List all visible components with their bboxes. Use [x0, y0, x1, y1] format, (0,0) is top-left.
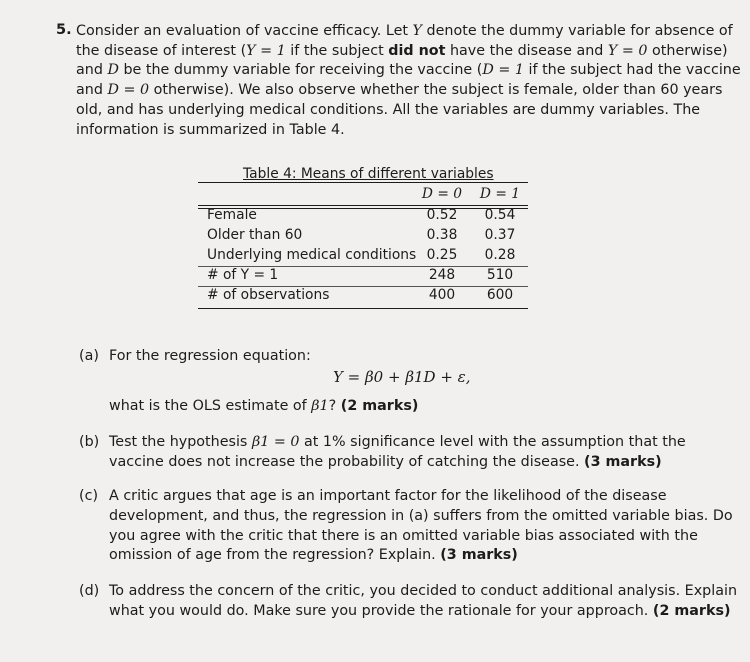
exam-page: 5. Consider an evaluation of vaccine efficacy. Let Y denote the dummy variable for absence of the disease of interest (Y = 1 if the subject did not have the disease and Y = 0 otherwise) and D be the dummy variable for receiving the vaccine (D = 1 if the subject had the vaccine and D = 0 otherwise). We also observe whether the subject is female, older than 60 years old, and has underlying medical conditions. All the variables are dummy variables. The information is summarized in Table 4. Table 4: Means of different variables D = 0 D = 1 Female 0.52 0.54 Older than 60 0.38 0.37 Underlying medical conditions 0.25 0.28 # of Y = 1 248 510 # of observations 400 600 (a) For the regression equation: Y = β0 + β1D + ε, what is the OLS estimate of β1? (2 marks) (b) Test the hypothesis β1 = 0 at 1% significance level with the assumption that the vaccine does not increase the probability of catching the disease. (3 marks) (c) A critic argues that age is an important factor for the likelihood of the disease development, and thus, the regression in (a) suffers from the omitted variable bias. Do you agree with the critic that there is an omitted variable bias associated with the omission of age from the regression? Explain. (3 marks) (d) To address the concern of the critic, you decided to conduct additional analysis. Explain what you would do. Make sure you provide the rationale for your approach. (2 marks) [56, 22, 741, 619]
regression-equation: Y = β0 + β1D + ε, [333, 368, 471, 386]
table-row: # of Y = 1 248 510 [207, 267, 514, 283]
part-a-marks: (2 marks) [340, 398, 419, 414]
part-a-label: (a) [79, 348, 99, 364]
table-bottom-rule [198, 308, 528, 309]
intro-line-4: and D = 0 otherwise). We also observe whether the subject is female, older than 60 years [76, 82, 723, 99]
part-c-marks: (3 marks) [440, 547, 518, 563]
part-c-label: (c) [79, 488, 99, 504]
col-header-d1: D = 1 [479, 186, 521, 202]
question-number: 5. [56, 22, 72, 38]
part-d-label: (d) [79, 583, 100, 599]
table-top-rule [198, 182, 528, 183]
intro-line-3: and D be the dummy variable for receiving the vaccine (D = 1 if the subject had the vaccine [76, 62, 741, 79]
header-rule [198, 205, 528, 206]
table-row: Underlying medical conditions 0.25 0.28 [207, 247, 516, 263]
table-row: # of observations 400 600 [207, 287, 514, 303]
table-caption: Table 4: Means of different variables [243, 166, 494, 182]
part-b-label: (b) [79, 434, 100, 450]
intro-line-6: information is summarized in Table 4. [76, 121, 345, 138]
col-header-d0: D = 0 [421, 186, 463, 202]
question-intro [76, 22, 741, 140]
table-header-row [198, 186, 528, 205]
table-row: Female 0.52 0.54 [207, 207, 516, 223]
part-d-marks: (2 marks) [652, 603, 731, 619]
intro-line-5: old, and has underlying medical conditions. All the variables are dummy variables. The [76, 101, 701, 118]
part-b-marks: (3 marks) [584, 454, 662, 470]
table-row: Older than 60 0.38 0.37 [207, 227, 516, 243]
intro-line-2: the disease of interest (Y = 1 if the subject did not have the disease and Y = 0 otherwise) [76, 42, 728, 59]
intro-line-1: Consider an evaluation of vaccine efficacy. Let Y denote the dummy variable for absence of [76, 23, 733, 39]
